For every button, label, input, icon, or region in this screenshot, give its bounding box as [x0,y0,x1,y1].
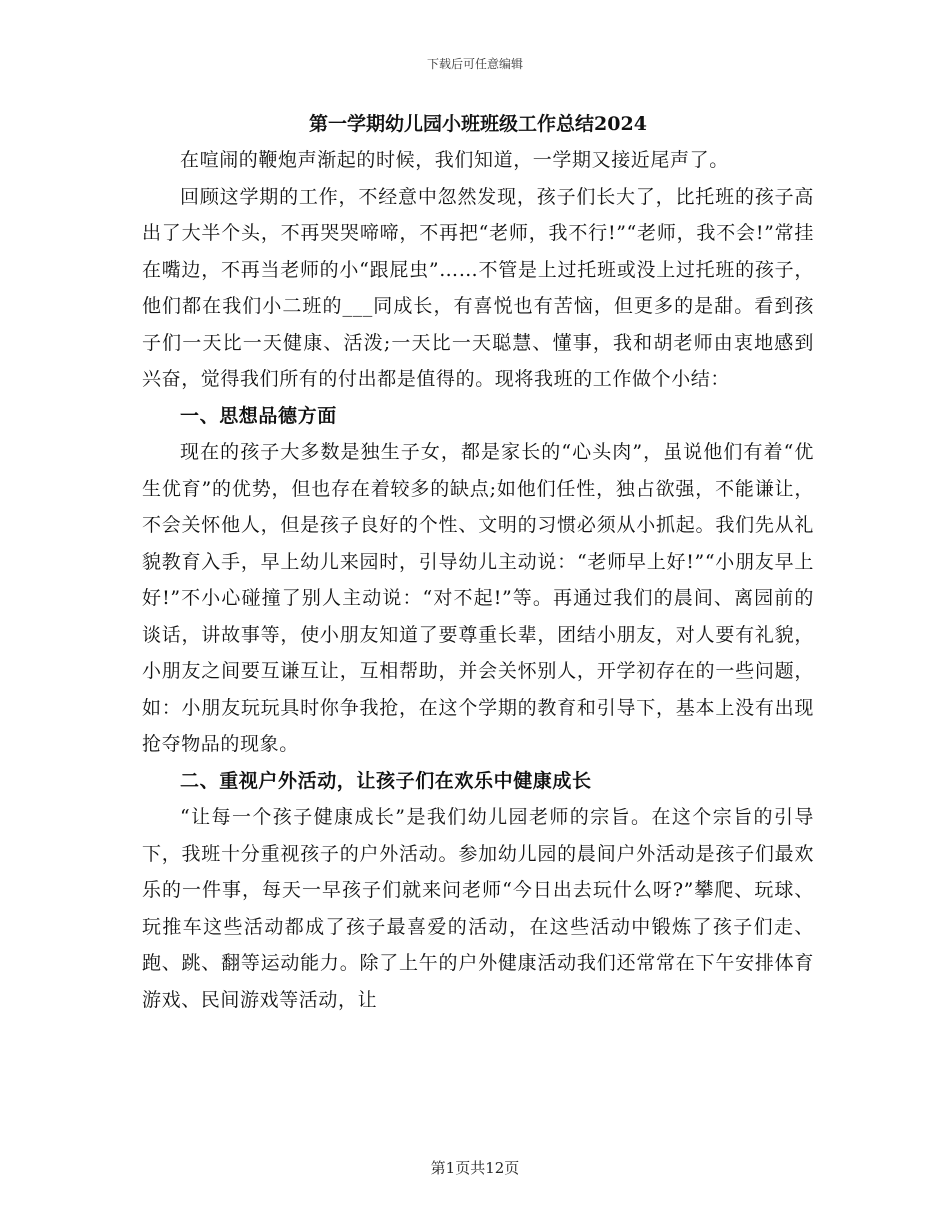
paragraph-moral: 现在的孩子大多数是独生子女，都是家长的“心头肉”，虽说他们有着“优生优育”的优势，但也存在着较多的缺点;如他们任性，独占欲强，不能谦让，不会关怀他人，但是孩子良好的个性、文明的习惯必须从小抓起。我们先从礼貌教育入手，早上幼儿来园时，引导幼儿主动说：“老师早上好!”“小朋友早上好!”不小心碰撞了别人主动说：“对不起!”等。再通过我们的晨间、离园前的谈话，讲故事等，使小朋友知道了要尊重长辈，团结小朋友，对人要有礼貌，小朋友之间要互谦互让，互相帮助，并会关怀别人，开学初存在的一些问题，如：小朋友玩玩具时你争我抢，在这个学期的教育和引导下，基本上没有出现抢夺物品的现象。 [142,441,814,755]
section-heading-outdoor: 二、重视户外活动，让孩子们在欢乐中健康成长 [180,769,592,792]
document-title: 第一学期幼儿园小班班级工作总结2024 [309,113,647,135]
page-number: 第1页共12页 [430,1159,520,1177]
section-heading-moral: 一、思想品德方面 [180,404,337,427]
page-header-note: 下载后可任意编辑 [426,57,523,71]
paragraph-intro: 在喧闹的鞭炮声渐起的时候，我们知道，一学期又接近尾声了。 [180,149,729,171]
document-body [142,110,814,1018]
paragraph-review: 回顾这学期的工作，不经意中忽然发现，孩子们长大了，比托班的孩子高出了大半个头，不再哭哭啼啼，不再把“老师，我不行!”“老师，我不会!”常挂在嘴边，不再当老师的小“跟屁虫”……不管是上过托班或没上过托班的孩子，他们都在我们小二班的___同成长，有喜悦也有苦恼，但更多的是甜。看到孩子们一天比一天健康、活泼;一天比一天聪慧、懂事，我和胡老师由衷地感到兴奋，觉得我们所有的付出都是值得的。现将我班的工作做个小结： [142,185,814,390]
paragraph-outdoor: “让每一个孩子健康成长”是我们幼儿园老师的宗旨。在这个宗旨的引导下，我班十分重视孩子的户外活动。参加幼儿园的晨间户外活动是孩子们最欢乐的一件事，每天一早孩子们就来问老师“今日出去玩什么呀?”攀爬、玩球、玩推车这些活动都成了孩子最喜爱的活动，在这些活动中锻炼了孩子们走、跑、跳、翻等运动能力。除了上午的户外健康活动我们还常常在下午安排体育游戏、民间游戏等活动，让 [142,806,814,1011]
